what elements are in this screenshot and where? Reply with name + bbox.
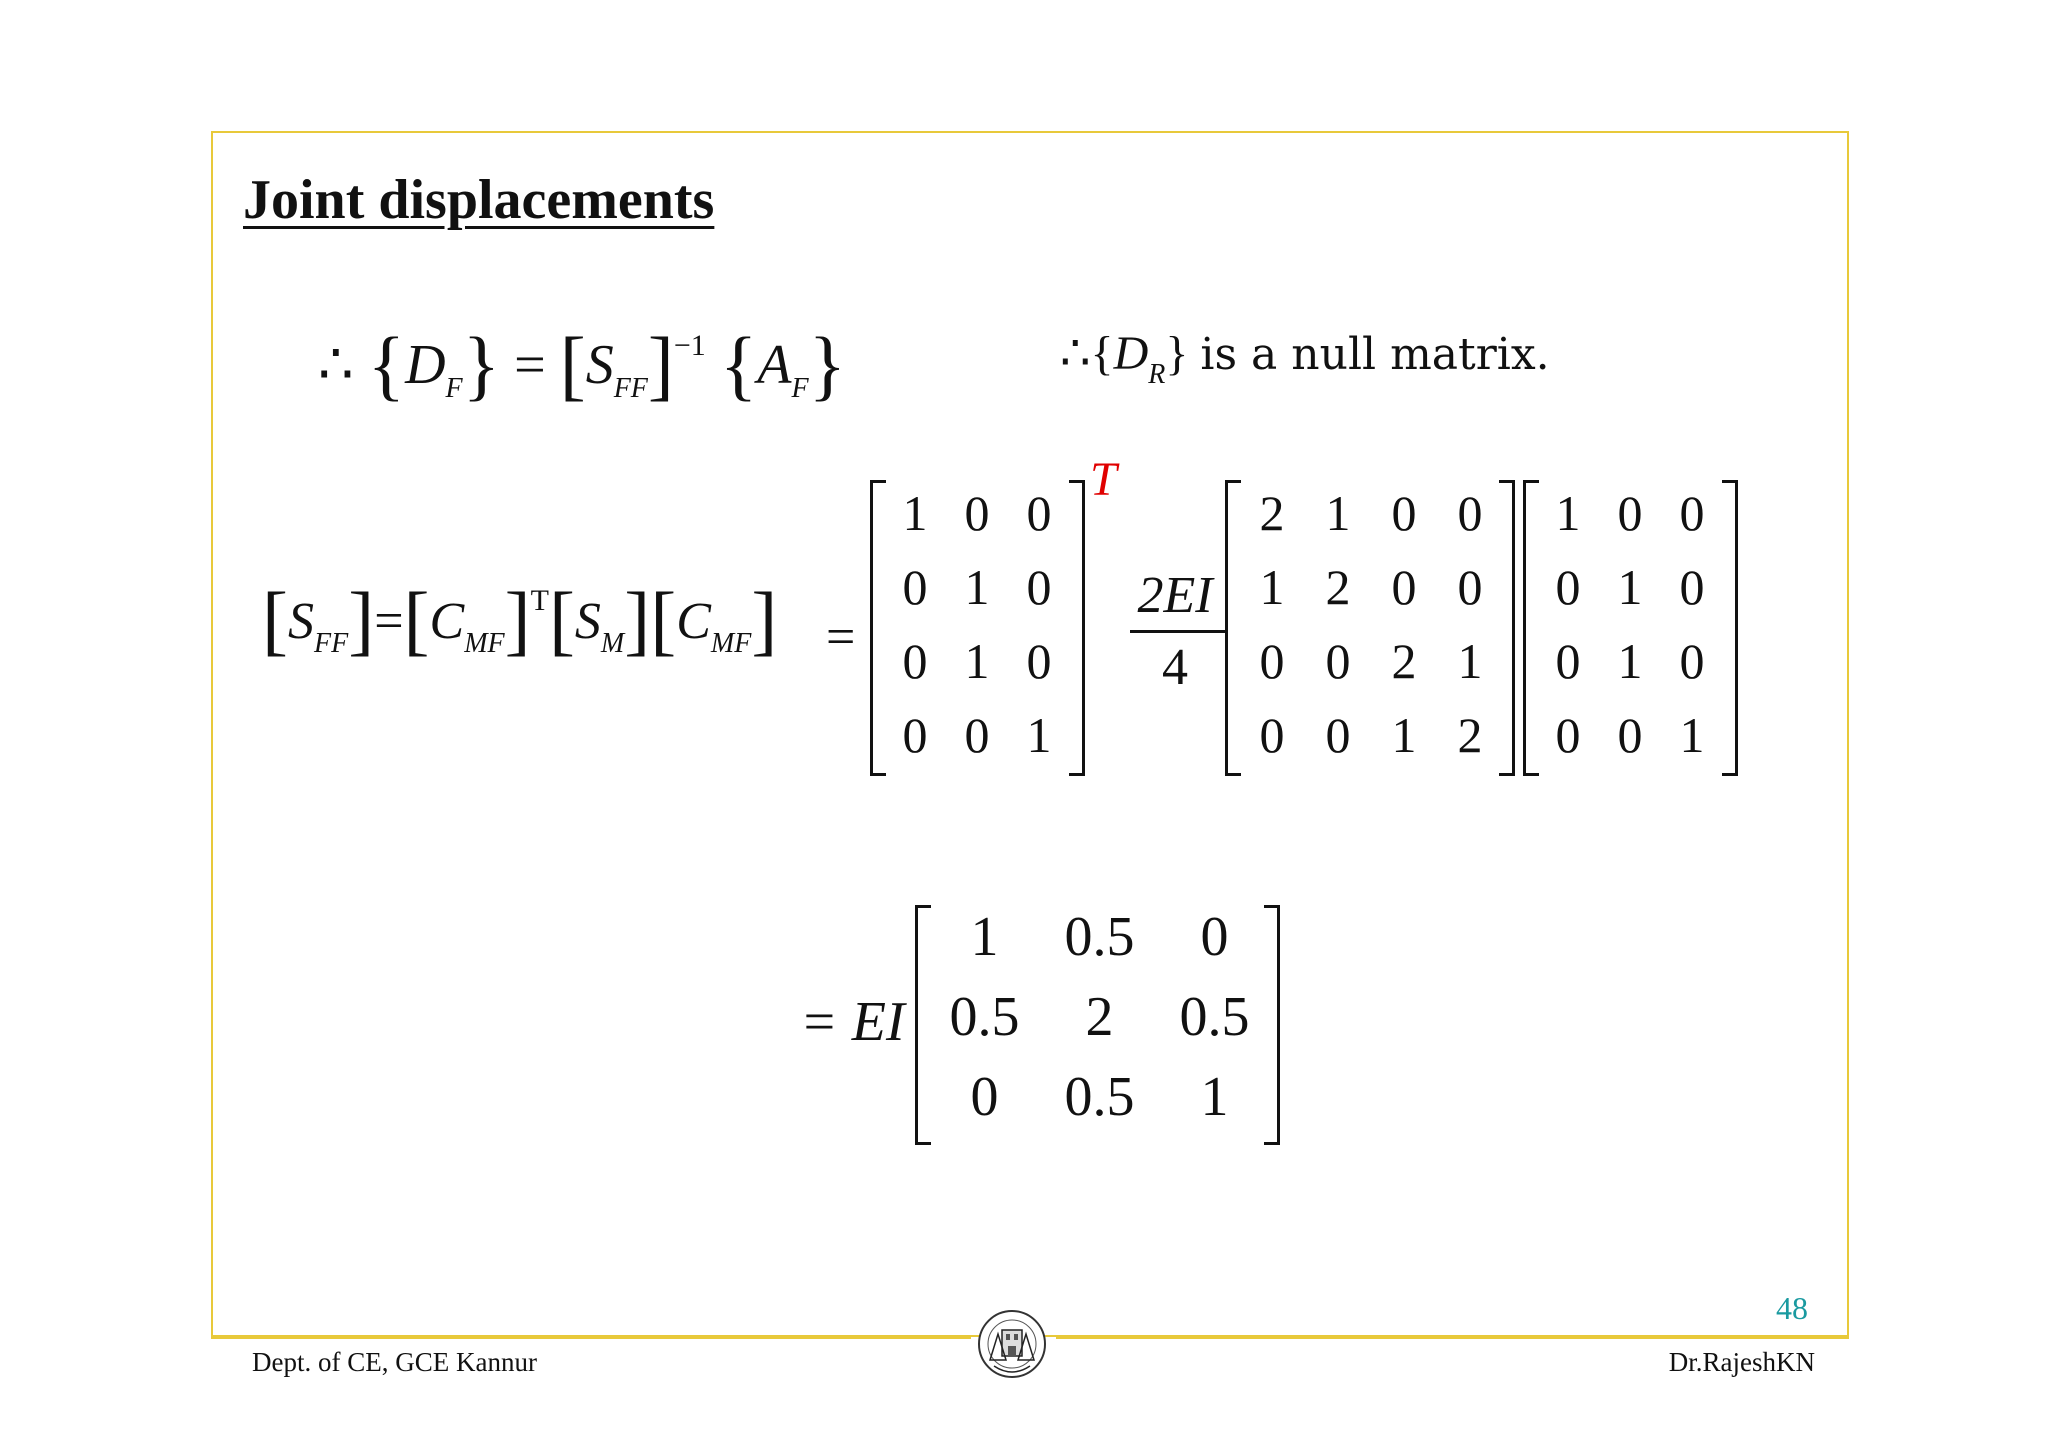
fraction-numerator: 2EI (1137, 567, 1213, 624)
matrix-cell: 1 (902, 485, 928, 541)
var-sm: S (574, 593, 601, 650)
therefore-symbol: ∴ (1060, 327, 1091, 380)
matrix-cmf-2 (1523, 480, 1738, 776)
null-matrix-note: $\therefore\{D_R\}$ is a null matrix. (1060, 327, 1550, 390)
null-matrix-text: is a null matrix. (1200, 329, 1550, 380)
matrix-cell: 0 (1555, 559, 1581, 615)
matrix-cell: 1 (970, 906, 999, 968)
matrix-cell: 0 (1259, 633, 1285, 689)
var-c: C (429, 593, 465, 650)
matrix-cell: 0 (1617, 707, 1643, 763)
equals-sign: = (374, 593, 404, 650)
equals-sign-2: = (826, 609, 856, 666)
matrix-cell: 1 (1026, 707, 1052, 763)
var-d: D (1113, 327, 1149, 380)
fraction-bar (1130, 630, 1225, 633)
matrix-cell: 2 (1325, 559, 1351, 615)
matrix-cell: 0 (1679, 485, 1705, 541)
matrix-cell: 2 (1085, 986, 1114, 1048)
matrix-cell: 2 (1391, 633, 1417, 689)
matrix-cell: 1 (1617, 559, 1643, 615)
var-d: D (405, 334, 446, 396)
right-bracket (1069, 480, 1085, 776)
matrix-cell: 0 (902, 559, 928, 615)
matrix-cell: 1 (964, 559, 990, 615)
college-logo-icon (976, 1304, 1048, 1386)
matrix-cell: 1 (1679, 707, 1705, 763)
equals-sign: = (514, 334, 546, 396)
sub-r: R (1148, 359, 1166, 390)
matrix-cell: 0 (964, 707, 990, 763)
equation-sff: $[S_{FF}]=[C_{MF}]^T[S_M][C_{MF}]$ (262, 576, 778, 663)
matrix-cell: 0 (1026, 485, 1052, 541)
matrix-cell: 0 (1617, 485, 1643, 541)
sub-ff: FF (313, 628, 349, 659)
matrix-cell: 0 (1259, 707, 1285, 763)
sub-m: M (600, 628, 625, 659)
matrix-cell: 0.5 (949, 986, 1020, 1048)
matrix-cell: 1 (1200, 1066, 1229, 1128)
var-a: A (757, 334, 792, 396)
matrix-cell: 0 (1457, 485, 1483, 541)
matrix-cell: 0 (964, 485, 990, 541)
matrix-cell: 0.5 (1064, 1066, 1135, 1128)
matrix-cell: 0 (1457, 559, 1483, 615)
sup-inverse: −1 (673, 329, 706, 362)
footer-author: Dr.RajeshKN (1668, 1347, 1815, 1377)
matrix-cell: 0 (1325, 707, 1351, 763)
slide-title: Joint displacements (243, 169, 715, 231)
matrix-cell: 0.5 (1064, 906, 1135, 968)
result-prefix: = EI (800, 991, 905, 1053)
matrix-cell: 1 (1325, 485, 1351, 541)
sub-mf2: MF (710, 628, 752, 659)
var-s: S (287, 593, 314, 650)
matrix-cell: 1 (1555, 485, 1581, 541)
matrix-result (915, 905, 1280, 1145)
matrix-cell: 0.5 (1179, 986, 1250, 1048)
matrix-cell: 1 (1617, 633, 1643, 689)
matrix-cell: 0 (1200, 906, 1229, 968)
matrix-cell: 0 (1391, 485, 1417, 541)
matrix-cell: 1 (1391, 707, 1417, 763)
right-bracket (1722, 480, 1738, 776)
footer-divider-left (211, 1337, 971, 1339)
matrix-cell: 1 (1259, 559, 1285, 615)
sub-mf: MF (464, 628, 505, 659)
matrix-cell: 0 (1679, 633, 1705, 689)
var-c2: C (676, 593, 711, 650)
matrix-cell: 0 (1026, 633, 1052, 689)
matrix-cell: 2 (1457, 707, 1483, 763)
matrix-cell: 0 (902, 633, 928, 689)
fraction-denominator: 4 (1162, 639, 1188, 696)
matrix-cell: 0 (902, 707, 928, 763)
matrix-cell: 0 (1026, 559, 1052, 615)
sub-f2: F (791, 373, 809, 404)
matrix-cell: 1 (964, 633, 990, 689)
equation-df: ∴ $\{D_F\} = [S_{FF}]^{-1}$ $\{A_F\}$ (318, 321, 847, 408)
matrix-cell: 0 (1325, 633, 1351, 689)
page-number: 48 (1776, 1290, 1808, 1326)
footer-divider-right (1056, 1337, 1849, 1339)
sub-ff: FF (613, 373, 648, 404)
matrix-cell: 0 (970, 1066, 999, 1128)
matrix-cmf (870, 480, 1085, 776)
matrix-cell: 2 (1259, 485, 1285, 541)
matrix-cell: 0 (1391, 559, 1417, 615)
footer-department: Dept. of CE, GCE Kannur (252, 1347, 537, 1377)
matrix-cell: 1 (1457, 633, 1483, 689)
var-s: S (585, 334, 614, 396)
transpose-mark-red: T (1090, 453, 1117, 506)
matrix-cell: 0 (1679, 559, 1705, 615)
sub-f: F (445, 373, 463, 404)
matrix-cell: 0 (1555, 633, 1581, 689)
therefore-symbol: ∴ (318, 334, 354, 396)
matrix-cell: 0 (1555, 707, 1581, 763)
sup-transpose: T (530, 584, 549, 617)
matrix-sm (1225, 480, 1515, 776)
